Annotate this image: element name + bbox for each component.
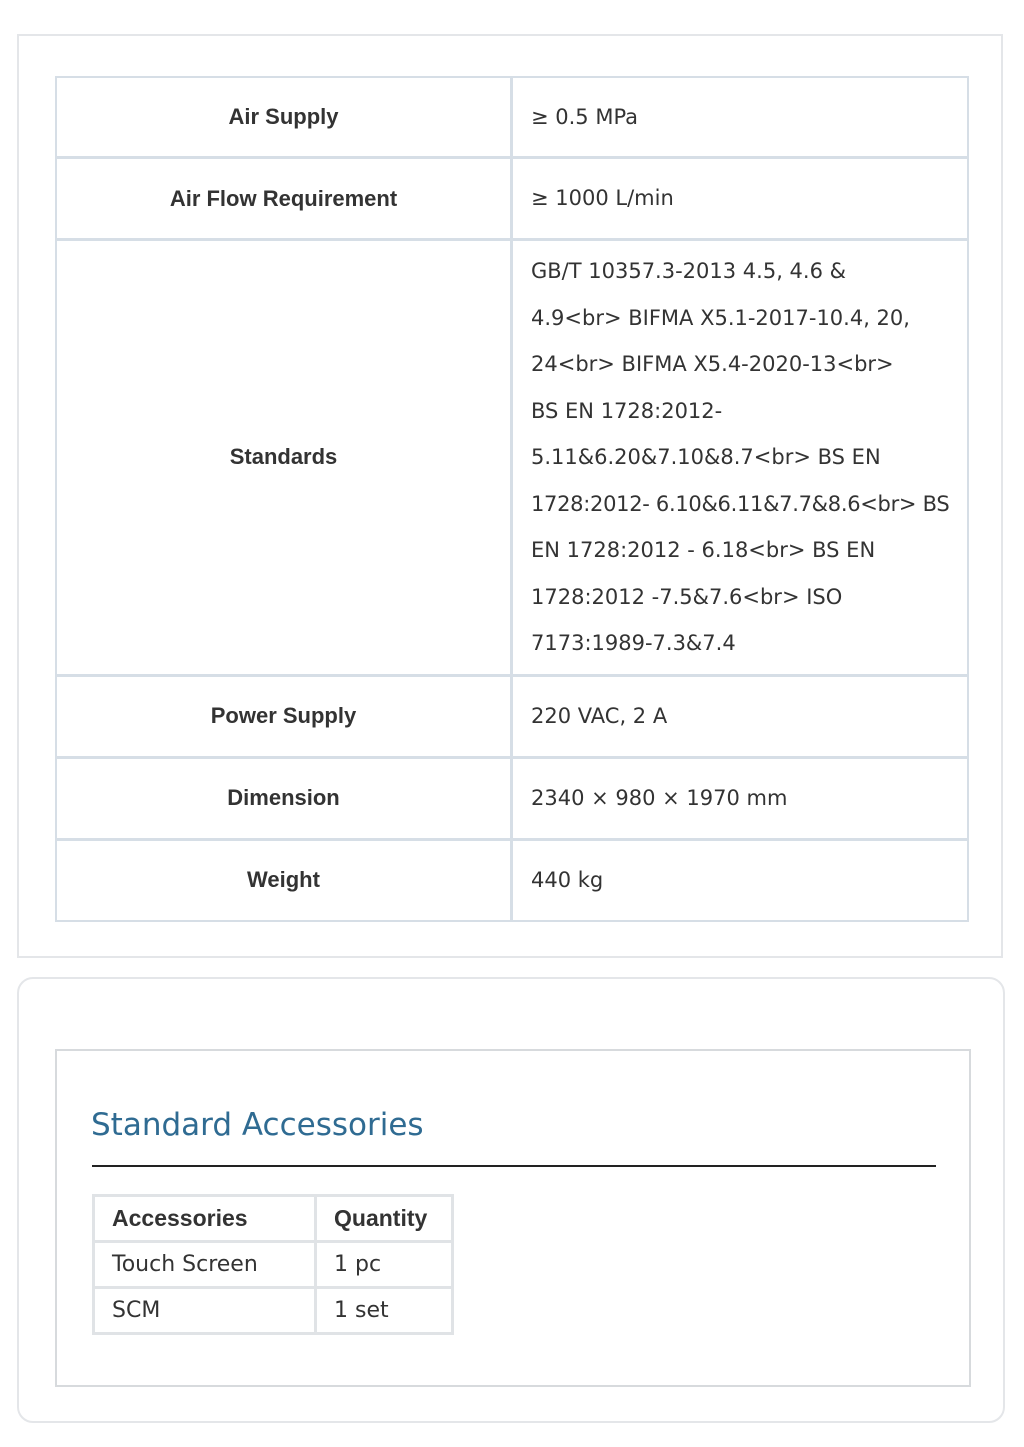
accessory-name: SCM — [94, 1288, 316, 1334]
spec-row-standards — [55, 240, 969, 676]
standards-line: 24<br> BIFMA X5.4-2020-13<br> — [531, 352, 894, 376]
spec-value: ≥ 1000 L/min — [512, 158, 969, 240]
spec-label: Dimension — [55, 758, 512, 840]
standards-line: GB/T 10357.3-2013 4.5, 4.6 & — [531, 259, 846, 283]
standards-line: 7173:1989-7.3&7.4 — [531, 631, 736, 655]
spec-row-dimension — [55, 758, 969, 840]
table-header-row — [94, 1196, 453, 1242]
accessories-panel — [55, 1049, 971, 1387]
standards-line: 1728:2012- 6.10&6.11&7.7&8.6<br> BS — [531, 491, 950, 516]
standards-line: BS EN 1728:2012- — [531, 398, 723, 423]
spec-row-air-supply — [55, 76, 969, 158]
specifications-card — [17, 34, 1003, 958]
spec-row-air-flow — [55, 158, 969, 240]
spec-value: 220 VAC, 2 A — [512, 676, 969, 758]
spec-value: ≥ 0.5 MPa — [512, 76, 969, 158]
spec-label: Standards — [55, 240, 512, 676]
column-header-accessories: Accessories — [94, 1196, 316, 1242]
standards-line: 4.9<br> BIFMA X5.1-2017-10.4, 20, — [531, 305, 910, 330]
accessory-quantity: 1 set — [316, 1288, 453, 1334]
table-row — [94, 1242, 453, 1288]
spec-row-weight — [55, 840, 969, 922]
accessories-table — [92, 1194, 454, 1335]
accessory-quantity: 1 pc — [316, 1242, 453, 1288]
spec-value: 2340 × 980 × 1970 mm — [512, 758, 969, 840]
spec-value-standards — [512, 240, 969, 676]
spec-label: Air Flow Requirement — [55, 158, 512, 240]
accessories-title: Standard Accessories — [91, 1107, 424, 1143]
accessory-name: Touch Screen — [94, 1242, 316, 1288]
spec-value: 440 kg — [512, 840, 969, 922]
spec-label: Air Supply — [55, 76, 512, 158]
accessories-card — [17, 977, 1005, 1423]
specifications-table — [55, 76, 969, 922]
spec-row-power-supply — [55, 676, 969, 758]
spec-label: Weight — [55, 840, 512, 922]
column-header-quantity: Quantity — [316, 1196, 453, 1242]
standards-line: 5.11&6.20&7.10&8.7<br> BS EN — [531, 445, 881, 469]
standards-line: EN 1728:2012 - 6.18<br> BS EN — [531, 538, 876, 562]
title-divider — [92, 1165, 936, 1167]
table-row — [94, 1288, 453, 1334]
standards-line: 1728:2012 -7.5&7.6<br> ISO — [531, 584, 843, 609]
spec-label: Power Supply — [55, 676, 512, 758]
